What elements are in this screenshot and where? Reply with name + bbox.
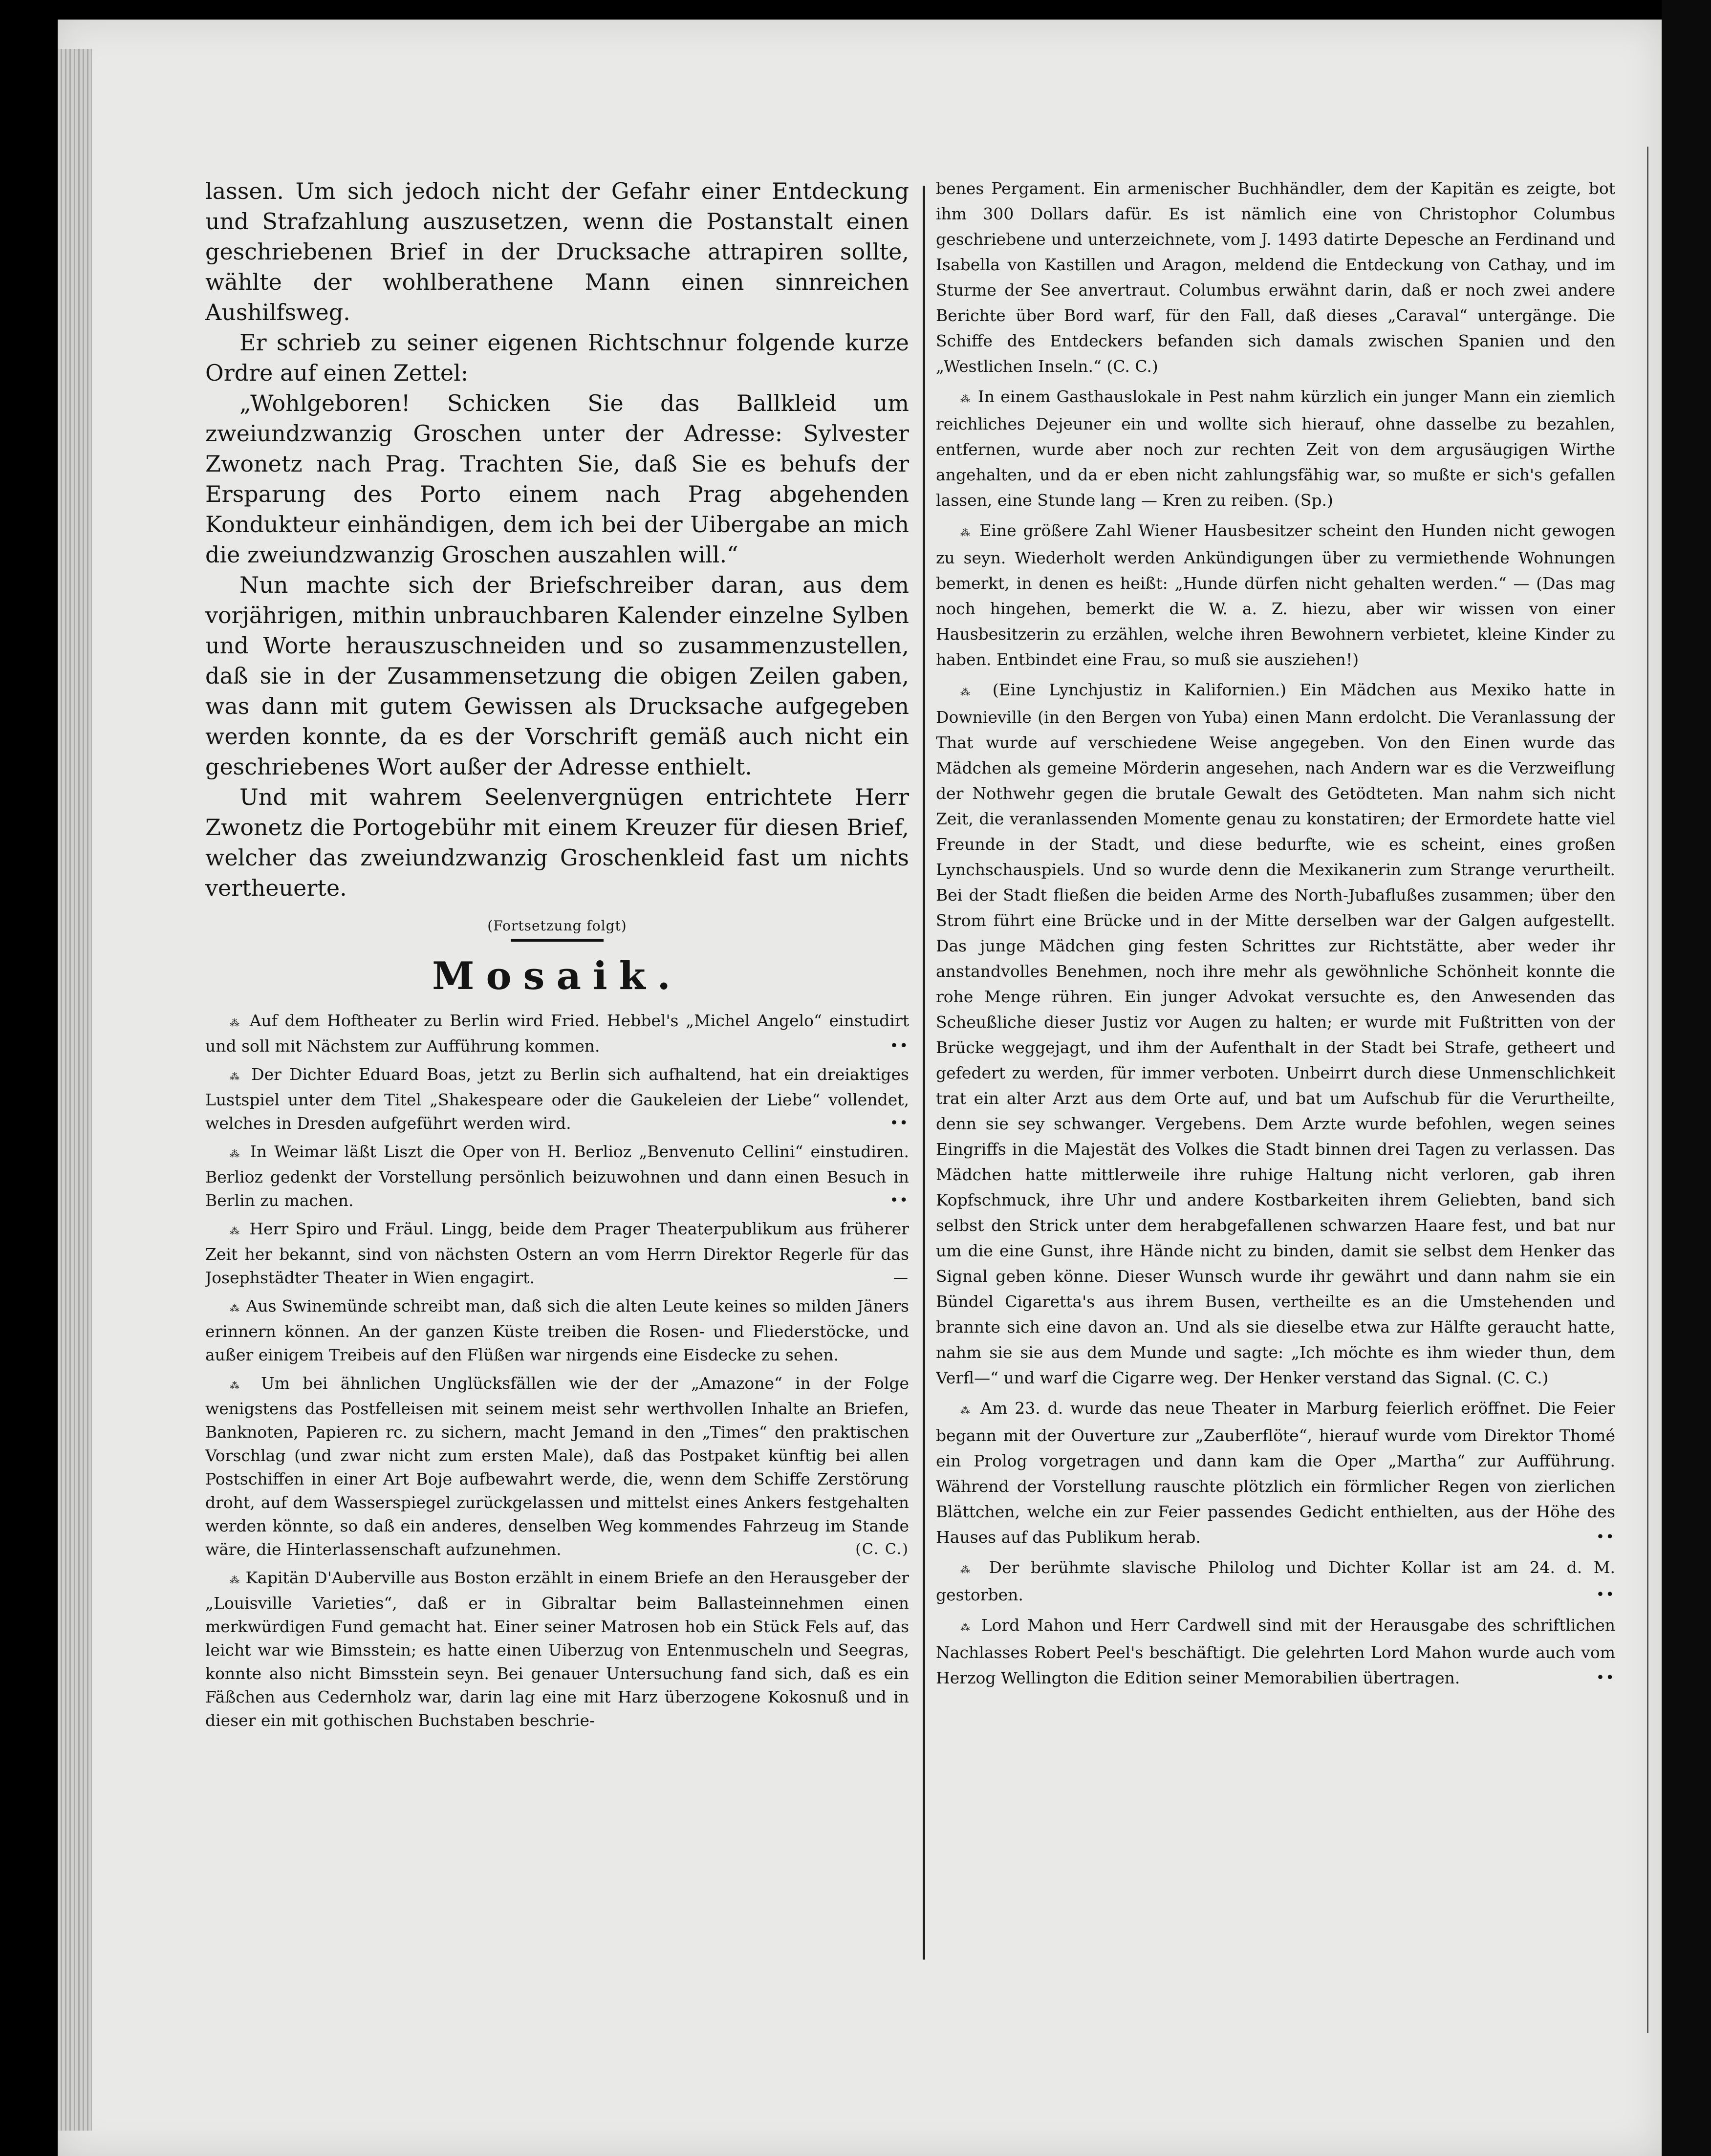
news-item-text: Lord Mahon und Herr Cardwell sind mit der Herausgabe des schriftlichen Nachlasses Robert Peel's beschäftigt. Die gelehrten Lord Mahon wurde auch vom Herzog Wellington die Edition seiner Memorabilien übertragen. — [936, 1616, 1615, 1687]
news-item-text: Der Dichter Eduard Boas, jetzt zu Berlin sich aufhaltend, hat ein dreiaktiges Lustspiel unter dem Titel „Shakespeare oder die Gaukeleien der Liebe“ vollendet, welches in Dresden aufgeführt werden wird. — [205, 1065, 909, 1133]
section-divider — [511, 939, 604, 942]
news-item-text: Kapitän D'Auberville aus Boston erzählt in einem Briefe an den Herausgeber der „Louisville Varieties“, daß er in Gibraltar beim Ballasteinnehmen einen merkwürdigen Fund gemacht hat. Einer seiner Matrosen hob ein Stück Fels auf, das leicht war wie Bimsstein; es hatte einen Uiberzug von Entenmuscheln und Seegras, konnte also nicht Bimsstein seyn. Bei genauer Untersuchung fand sich, daß es ein Fäßchen aus Cedernholz war, darin lag eine mit Harz überzogene Kokosnuß und in dieser ein mit gothischen Buchstaben beschrie- — [205, 1568, 909, 1730]
news-item-end: — — [893, 1269, 909, 1286]
asterism-icon: ⁂ — [960, 527, 973, 539]
news-item — [936, 384, 1615, 513]
news-item-text: (Eine Lynchjustiz in Kalifornien.) Ein Mädchen aus Mexiko hatte in Downieville (in den Bergen von Yuba) einen Mann erdolcht. Die Veranlassung der That wurde auf verschiedene Weise angegeben. Von den Einen wurde das Mädchen als gemeine Mörderin angesehen, nach Andern war es die Verzweiflung der Nothwehr gegen die brutale Gewalt des Getödteten. Man nahm sich nicht Zeit, die veranlassenden Momente genau zu konstatiren; der Ermordete hatte viel Freunde in der Stadt, und diese bedurfte, wie es scheint, eines großen Lynchschauspiels. Und so wurde denn die Mexikanerin zum Strange verurtheilt. Bei der Stadt fließen die beiden Arme des North-Jubaflußes zusammen; über den Strom führt eine Brücke und in der Mitte derselben war der Galgen aufgestellt. Das junge Mädchen ging festen Schrittes zur Richtstätte, aber weder ihr anstandvolles Benehmen, noch ihre mehr als gewöhnliche Schönheit konnte die rohe Menge rühren. Ein junger Advokat versuchte es, den Anwesenden das Scheußliche dieser Justiz vor Augen zu halten; er wurde mit Fußtritten von der Brücke weggejagt, und ihm der Aufenthalt in der Stadt bei Strafe, getheert und gefedert zu werden, für immer verboten. Unbeirrt durch diese Unmenschlichkeit trat ein alter Arzt aus dem Orte auf, und bat um Aufschub für die Verurtheilte, denn sie sey schwanger. Vergebens. Dem Arzte wurde befohlen, wegen seines Eingriffs in die Majestät des Volkes die Stadt binnen drei Tagen zu verlassen. Das Mädchen hatte mittlerweile ihre ruhige Haltung nicht verloren, gab ihren Kopfschmuck, ihre Uhr und andere Kostbarkeiten ihrem Geliebten, band sich selbst den Strick unter dem herabgefallenen schwarzen Haare fest, und bat nur um die eine Gunst, ihre Hände nicht zu binden, damit sie selbst dem Henker das Signal geben könne. Dieser Wunsch wurde ihr gewährt und dann nahm sie ein Bündel Cigaretta's aus ihrem Busen, vertheilte es an die Umstehenden und brannte sich eine davon an. Und als sie dieselbe etwa zur Hälfte geraucht hatte, nahm sie sie aus dem Munde und sagte: „Ich möchte es ihm wieder thun, dem Verfl—“ und warf die Cigarre weg. Der Henker verstand das Signal. (C. C.) — [936, 680, 1615, 1387]
news-item — [936, 1555, 1615, 1608]
gutter-line — [1647, 147, 1648, 2033]
story-paragraph: lassen. Um sich jedoch nicht der Gefahr einer Entdeckung und Strafzahlung auszusetzen, wenn die Postanstalt einen geschriebenen Brief in der Drucksache attrapiren sollte, wählte der wohlberathene Mann einen sinnreichen Aushilfsweg. — [205, 178, 909, 325]
news-item — [205, 1063, 909, 1135]
news-item-text: Um bei ähnlichen Unglücksfällen wie der der „Amazone“ in der Folge wenigstens das Postfelleisen mit seinem meist sehr werthvollen Inhalte an Briefen, Banknoten, Papieren rc. zu sichern, macht Jemand in den „Times“ den praktischen Vorschlag (und zwar nicht zum ersten Male), daß das Postpaket künftig bei allen Postschiffen in einer Art Boje aufbewahrt werde, die, wenn dem Schiffe Zerstörung droht, auf dem Wasserspiegel zurückgelassen und mittelst eines Ankers festgehalten werden könnte, so daß ein anderes, denselben Weg kommendes Fahrzeug im Stande wäre, die Hinterlassenschaft aufzunehmen. — [205, 1374, 909, 1559]
asterism-icon: ⁂ — [960, 1621, 974, 1633]
news-item-text: In einem Gasthauslokale in Pest nahm kürzlich ein junger Mann ein ziemlich reichliches Dejeuner ein und wollte sich hierauf, ohne dasselbe zu bezahlen, entfernen, wurde aber noch zur rechten Zeit von dem argusäugigen Wirthe angehalten, und da er eben nicht zahlungsfähig war, so mußte er sich's gefallen lassen, eine Stunde lang — Kren zu reiben. (Sp.) — [936, 387, 1615, 510]
news-item — [936, 1396, 1615, 1550]
news-item — [936, 518, 1615, 672]
right-column — [936, 176, 1615, 1964]
section-heading: Mosaik. — [432, 954, 682, 998]
news-item — [205, 1372, 909, 1561]
news-item — [205, 1217, 909, 1290]
story-paragraph: Nun machte sich der Briefschreiber daran, aus dem vorjährigen, mithin unbrauchbaren Kalender einzelne Sylben und Worte herauszuschneiden und so zusammenzustellen, daß sie in der Zusammensetzung die obigen Zeilen gaben, was dann mit gutem Gewissen als Drucksache aufgegeben werden konnte, da es der Vorschrift gemäß auch nicht ein geschriebenes Wort außer der Adresse enthielt. — [205, 572, 909, 780]
news-item-end: •• — [1596, 1669, 1615, 1686]
asterism-icon: ⁂ — [230, 1148, 243, 1160]
news-item-end: •• — [889, 1115, 909, 1132]
scan-border — [1662, 0, 1711, 2156]
news-item-end: •• — [889, 1192, 909, 1209]
news-item-end: (C. C.) — [855, 1541, 909, 1558]
column-rule — [923, 186, 925, 1960]
news-item-text: Am 23. d. wurde das neue Theater in Marburg feierlich eröffnet. Die Feier begann mit der Ouverture zur „Zauberflöte“, hierauf wurde vom Direktor Thomé ein Prolog vorgetragen und dann kam die Oper „Martha“ zur Aufführung. Während der Vorstellung rauschte plötzlich ein förmlicher Regen von zierlichen Blättchen, welche ein zur Feier passendes Gedicht enthielten, aus der Höhe des Hauses auf das Publikum herab. — [936, 1399, 1615, 1547]
asterism-icon: ⁂ — [230, 1017, 243, 1029]
continuation-note: (Fortsetzung folgt) — [487, 918, 627, 934]
news-item-text: Aus Swinemünde schreibt man, daß sich die alten Leute keines so milden Jäners erinnern können. An der ganzen Küste treiben die Rosen- und Fliederstöcke, und außer einigem Treibeis auf den Flüßen war nirgends eine Eisdecke zu sehen. — [205, 1296, 909, 1364]
asterism-icon: ⁂ — [960, 393, 972, 405]
left-column — [205, 176, 909, 1964]
news-item-text: Herr Spiro und Fräul. Lingg, beide dem Prager Theaterpublikum aus früherer Zeit her bekannt, sind von nächsten Ostern an vom Herrn Direktor Regerle für das Josephstädter Theater in Wien engagirt. — [205, 1219, 909, 1287]
news-item — [205, 1009, 909, 1058]
asterism-icon: ⁂ — [960, 686, 979, 698]
news-item — [205, 1566, 909, 1732]
story-paragraph: Und mit wahrem Seelenvergnügen entrichtete Herr Zwonetz die Portogebühr mit einem Kreuzer für diesen Brief, welcher das zweiundzwanzig Groschenkleid fast um nichts vertheuerte. — [205, 784, 909, 901]
news-item-text: Eine größere Zahl Wiener Hausbesitzer scheint den Hunden nicht gewogen zu seyn. Wiederholt werden Ankündigungen über zu vermiethende Wohnungen bemerkt, in denen es heißt: „Hunde dürfen nicht gehalten werden.“ — (Das mag noch hingehen, bemerkt die W. a. Z. hiezu, aber wir wissen von einer Hausbesitzerin zu erzählen, welche ihren Bewohnern verbietet, kleine Kinder zu haben. Entbindet eine Frau, so muß sie ausziehen!) — [936, 521, 1615, 669]
news-item-text: Auf dem Hoftheater zu Berlin wird Fried. Hebbel's „Michel Angelo“ einstudirt und soll mit Nächstem zur Aufführung kommen. — [205, 1011, 909, 1056]
news-item-text: In Weimar läßt Liszt die Oper von H. Berlioz „Benvenuto Cellini“ einstudiren. Berlioz gedenkt der Vorstellung persönlich beizuwohnen und dann einen Besuch in Berlin zu machen. — [205, 1142, 909, 1210]
story-paragraph: Er schrieb zu seiner eigenen Richtschnur folgende kurze Ordre auf einen Zettel: — [205, 329, 909, 386]
news-item-end: •• — [1596, 1529, 1615, 1546]
news-item-end: •• — [1596, 1586, 1615, 1603]
story-quote: „Wohlgeboren! Schicken Sie das Ballkleid um zweiundzwanzig Groschen unter der Adresse: Sylvester Zwonetz nach Prag. Trachten Sie, daß Sie es behufs der Ersparung des Porto einem nach Prag abgehenden Kondukteur einhändigen, dem ich bei der Uibergabe an mich die zweiundzwanzig Groschen auszahlen will.“ — [205, 390, 909, 568]
asterism-icon: ⁂ — [960, 1404, 974, 1416]
news-item-end: •• — [889, 1037, 909, 1055]
asterism-icon: ⁂ — [230, 1302, 241, 1314]
asterism-icon: ⁂ — [230, 1380, 248, 1391]
news-item — [205, 1140, 909, 1212]
asterism-icon: ⁂ — [230, 1574, 241, 1586]
news-item — [936, 1613, 1615, 1691]
asterism-icon: ⁂ — [230, 1225, 242, 1237]
news-item — [205, 1294, 909, 1367]
news-item — [936, 677, 1615, 1391]
asterism-icon: ⁂ — [960, 1564, 978, 1575]
page-stack-edge — [58, 49, 92, 2131]
asterism-icon: ⁂ — [230, 1071, 243, 1082]
news-item-continued — [936, 176, 1615, 379]
news-item-text: Der berühmte slavische Philolog und Dichter Kollar ist am 24. d. M. gestorben. — [936, 1558, 1615, 1604]
news-item-text: benes Pergament. Ein armenischer Buchhändler, dem der Kapitän es zeigte, bot ihm 300 Dollars dafür. Es ist nämlich eine von Christophor Columbus geschriebene und unterzeichnete, vom J. 1493 datirte Depesche an Ferdinand und Isabella von Kastillen und Aragon, meldend die Entdeckung von Cathay, und im Sturme der See anvertraut. Columbus erwähnt darin, daß er noch zwei andere Berichte über Bord warf, für den Fall, daß dieses „Caraval“ untergänge. Die Schiffe des Entdeckers befanden sich damals zwischen Spanien und den „Westlichen Inseln.“ (C. C.) — [936, 179, 1615, 376]
